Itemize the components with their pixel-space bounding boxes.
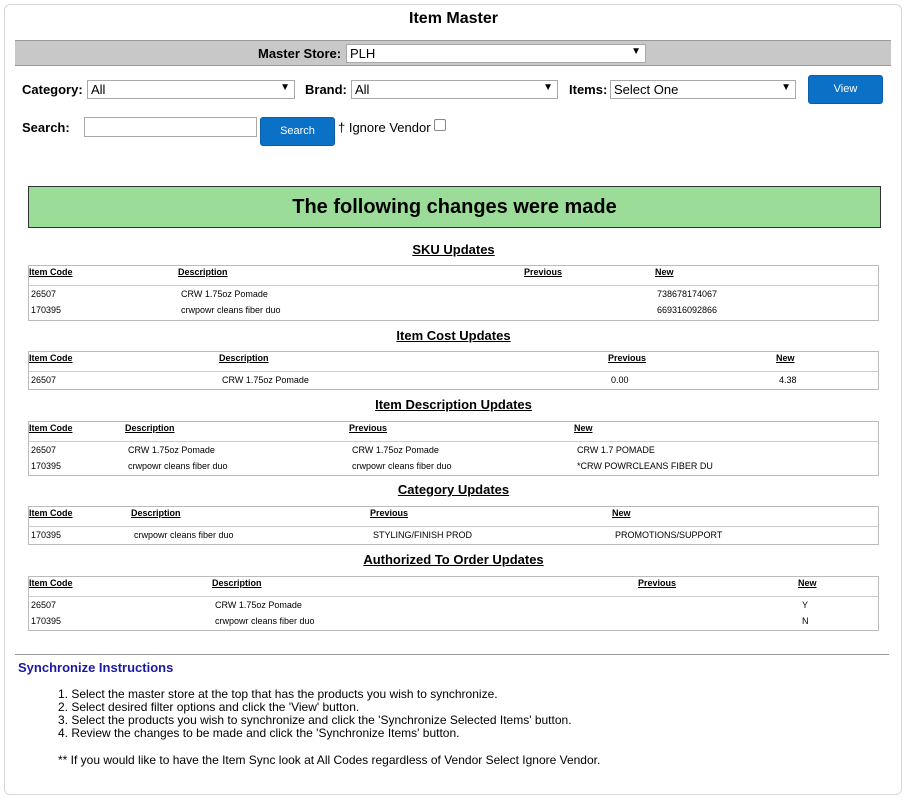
sku-updates-title: SKU Updates: [412, 242, 495, 257]
header-new: New: [612, 508, 631, 518]
brand-select[interactable]: [351, 80, 558, 99]
cell-new: Y: [802, 600, 809, 610]
table-row: [29, 614, 878, 630]
cell-item-code: 26507: [31, 600, 57, 610]
desc-updates-title: Item Description Updates: [375, 397, 532, 412]
cell-new: N: [802, 616, 809, 626]
header-previous: Previous: [608, 353, 647, 363]
cell-new: PROMOTIONS/SUPPORT: [615, 530, 723, 540]
sync-instructions-title: Synchronize Instructions: [18, 660, 174, 675]
table-row: [29, 287, 878, 303]
ato-updates-title: Authorized To Order Updates: [363, 552, 544, 567]
cell-item-code: 26507: [31, 445, 57, 455]
cell-item-code: 170395: [31, 616, 62, 626]
desc-updates-table: [28, 421, 879, 476]
changes-banner: The following changes were made: [28, 186, 881, 228]
master-store-bar: [15, 40, 891, 66]
header-previous: Previous: [524, 267, 563, 277]
cell-item-code: 26507: [31, 375, 57, 385]
items-label: Items:: [569, 82, 608, 97]
cost-updates-title: Item Cost Updates: [396, 328, 511, 343]
sync-instructions-list: [58, 688, 572, 740]
cell-previous: 0.00: [611, 375, 629, 385]
category-label: Category:: [22, 82, 83, 97]
table-header: [29, 577, 878, 597]
chevron-down-icon: ▼: [543, 82, 553, 93]
header-new: New: [798, 578, 817, 588]
search-label: Search:: [22, 120, 70, 135]
header-previous: Previous: [638, 578, 677, 588]
ignore-vendor-checkbox[interactable]: [434, 119, 446, 131]
table-row: [29, 528, 878, 544]
cell-item-code: 26507: [31, 289, 57, 299]
sync-step: 4. Review the changes to be made and click the 'Synchronize Items' button.: [58, 726, 460, 740]
items-value: Select One: [614, 82, 679, 97]
cell-description: CRW 1.75oz Pomade: [128, 445, 215, 455]
section-divider: [15, 654, 889, 655]
chevron-down-icon: ▼: [280, 82, 290, 93]
cell-description: CRW 1.75oz Pomade: [215, 600, 302, 610]
cell-new: *CRW POWRCLEANS FIBER DU: [577, 461, 713, 471]
header-item-code: Item Code: [29, 508, 73, 518]
table-row: [29, 598, 878, 614]
sync-step: 2. Select desired filter options and click the 'View' button.: [58, 700, 360, 714]
ato-updates-table: [28, 576, 879, 631]
header-description: Description: [131, 508, 181, 518]
search-button[interactable]: Search: [260, 117, 335, 146]
table-row: [29, 373, 878, 389]
search-input[interactable]: [84, 117, 257, 137]
cell-description: CRW 1.75oz Pomade: [181, 289, 268, 299]
header-description: Description: [212, 578, 262, 588]
header-new: New: [655, 267, 674, 277]
table-row: [29, 459, 878, 475]
cell-description: crwpowr cleans fiber duo: [215, 616, 315, 626]
header-item-code: Item Code: [29, 578, 73, 588]
view-button[interactable]: View: [808, 75, 883, 104]
table-row: [29, 443, 878, 459]
cell-description: CRW 1.75oz Pomade: [222, 375, 309, 385]
master-store-select[interactable]: [346, 44, 646, 63]
category-updates-table: [28, 506, 879, 545]
header-previous: Previous: [349, 423, 388, 433]
category-updates-title: Category Updates: [397, 482, 510, 497]
sku-updates-table: [28, 265, 879, 321]
cell-new: 738678174067: [657, 289, 718, 299]
cell-description: crwpowr cleans fiber duo: [134, 530, 234, 540]
table-header: [29, 352, 878, 372]
header-item-code: Item Code: [29, 353, 73, 363]
header-item-code: Item Code: [29, 423, 73, 433]
ignore-vendor-label: † Ignore Vendor: [338, 120, 431, 135]
sync-step: 1. Select the master store at the top that has the products you wish to synchronize.: [58, 687, 498, 701]
header-previous: Previous: [370, 508, 409, 518]
master-store-value: PLH: [350, 46, 376, 61]
brand-label: Brand:: [305, 82, 347, 97]
cell-new: 4.38: [779, 375, 797, 385]
table-header: [29, 422, 878, 442]
cell-description: crwpowr cleans fiber duo: [181, 305, 281, 315]
header-new: New: [574, 423, 593, 433]
category-select[interactable]: [87, 80, 295, 99]
table-row: [29, 303, 878, 319]
header-description: Description: [125, 423, 175, 433]
cost-updates-table: [28, 351, 879, 390]
header-description: Description: [219, 353, 269, 363]
category-value: All: [91, 82, 106, 97]
items-select[interactable]: [610, 80, 796, 99]
cell-new: CRW 1.7 POMADE: [577, 445, 655, 455]
sync-note: ** If you would like to have the Item Sync look at All Codes regardless of Vendor Select Ignore Vendor.: [58, 753, 601, 767]
cell-item-code: 170395: [31, 305, 62, 315]
cell-item-code: 170395: [31, 530, 62, 540]
header-item-code: Item Code: [29, 267, 73, 277]
page-title: Item Master: [409, 10, 498, 27]
cell-new: 669316092866: [657, 305, 718, 315]
table-header: [29, 266, 878, 286]
sync-step: 3. Select the products you wish to synchronize and click the 'Synchronize Selected Items' button.: [58, 713, 572, 727]
brand-value: All: [355, 82, 370, 97]
header-description: Description: [178, 267, 228, 277]
cell-previous: STYLING/FINISH PROD: [373, 530, 473, 540]
cell-previous: crwpowr cleans fiber duo: [352, 461, 452, 471]
cell-previous: CRW 1.75oz Pomade: [352, 445, 439, 455]
cell-item-code: 170395: [31, 461, 62, 471]
chevron-down-icon: ▼: [781, 82, 791, 93]
master-store-label: Master Store:: [258, 46, 342, 61]
header-new: New: [776, 353, 795, 363]
cell-description: crwpowr cleans fiber duo: [128, 461, 228, 471]
table-header: [29, 507, 878, 527]
chevron-down-icon: ▼: [631, 46, 641, 57]
